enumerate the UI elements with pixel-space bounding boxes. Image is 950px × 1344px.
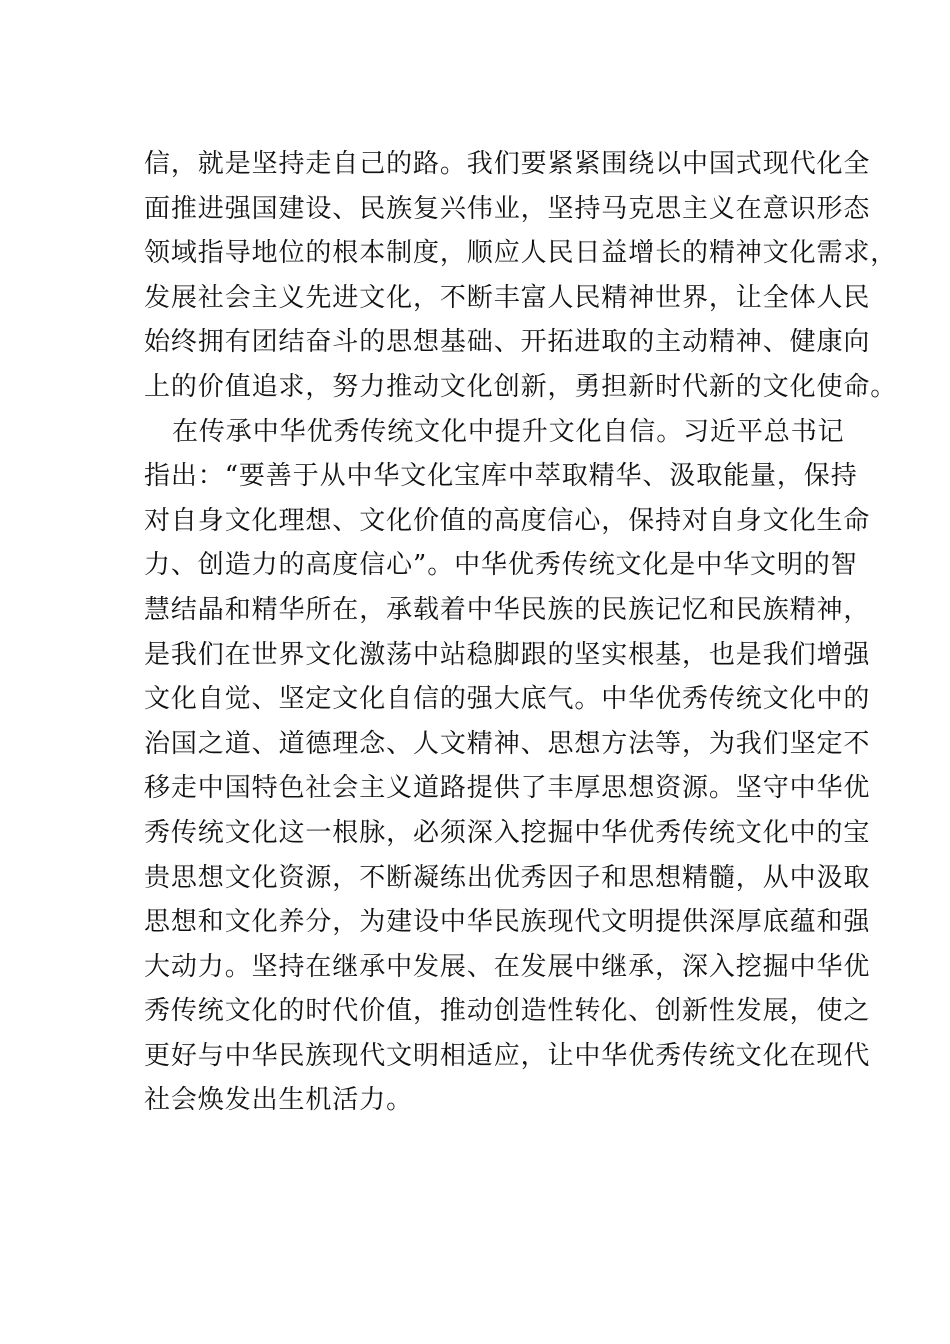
text-line: 对自身文化理想、文化价值的高度信心，保持对自身文化生命 [144, 505, 871, 536]
text-line: 秀传统文化这一根脉，必须深入挖掘中华优秀传统文化中的宝 [144, 817, 871, 848]
text-line: 力、创造力的高度信心”。中华优秀传统文化是中华文明的智 [144, 550, 858, 581]
text-line: 慧结晶和精华所在，承载着中华民族的民族记忆和民族精神， [144, 594, 871, 625]
text-line: 领域指导地位的根本制度，顺应人民日益增长的精神文化需求， [144, 238, 898, 269]
text-line: 发展社会主义先进文化，不断丰富人民精神世界，让全体人民 [144, 282, 871, 313]
text-line: 秀传统文化的时代价值，推动创造性转化、创新性发展，使之 [144, 996, 871, 1027]
text-line: 思想和文化养分，为建设中华民族现代文明提供深厚底蕴和强 [144, 907, 871, 938]
text-line: 信，就是坚持走自己的路。我们要紧紧围绕以中国式现代化全 [144, 149, 871, 179]
text-line: 贵思想文化资源，不断凝练出优秀因子和思想精髓，从中汲取 [144, 862, 871, 893]
paragraph-1 [144, 142, 898, 410]
text-line: 治国之道、道德理念、人文精神、思想方法等，为我们坚定不 [144, 728, 871, 759]
text-line: 更好与中华民族现代文明相适应，让中华优秀传统文化在现代 [144, 1040, 871, 1071]
text-line: 社会焕发出生机活力。 [144, 1085, 414, 1116]
text-line: 面推进强国建设、民族复兴伟业，坚持马克思主义在意识形态 [144, 193, 871, 224]
paragraph-2 [144, 410, 871, 1124]
text-line: 始终拥有团结奋斗的思想基础、开拓进取的主动精神、健康向 [144, 327, 871, 358]
text-line: 上的价值追求，努力推动文化创新，勇担新时代新的文化使命。 [144, 371, 898, 402]
text-line: 大动力。坚持在继承中发展、在发展中继承，深入挖掘中华优 [144, 951, 871, 982]
text-line: 文化自觉、坚定文化自信的强大底气。中华优秀传统文化中的 [144, 684, 871, 715]
text-line: 在传承中华优秀传统文化中提升文化自信。习近平总书记 [172, 416, 845, 447]
text-line: 指出：“要善于从中华文化宝库中萃取精华、汲取能量，保持 [144, 461, 858, 492]
text-line: 是我们在世界文化激荡中站稳脚跟的坚实根基，也是我们增强 [144, 639, 871, 670]
text-line: 移走中国特色社会主义道路提供了丰厚思想资源。坚守中华优 [144, 773, 871, 804]
body-text [144, 142, 898, 1123]
